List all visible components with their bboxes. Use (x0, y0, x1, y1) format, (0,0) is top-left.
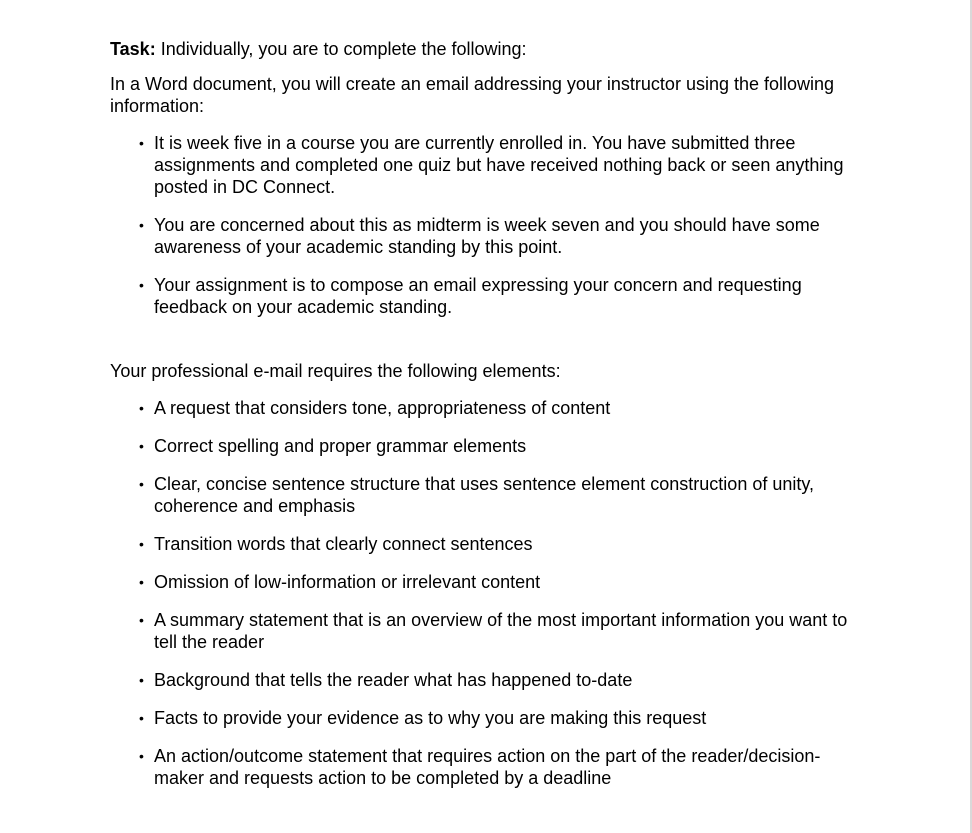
list-item-text: A request that considers tone, appropriateness of content (154, 398, 611, 418)
list-item-text: Clear, concise sentence structure that uses sentence element construction of unity, coherence and emphasis (154, 474, 815, 516)
list-item-text: A summary statement that is an overview of the most important information you want to tell the reader (154, 610, 848, 652)
list-item (110, 274, 855, 318)
list-item-text: Your assignment is to compose an email expressing your concern and requesting feedback on your academic standing. (154, 275, 802, 317)
bullet-icon: • (139, 135, 144, 151)
bullet-icon: • (139, 672, 144, 688)
list-item-text: It is week five in a course you are currently enrolled in. You have submitted three assignments and completed one quiz but have received nothing back or seen anything posted in DC Connect. (154, 133, 844, 197)
bullet-icon: • (139, 277, 144, 293)
list-item (110, 397, 855, 419)
list-item-text: Facts to provide your evidence as to why you are making this request (154, 708, 707, 728)
bullet-icon: • (139, 710, 144, 726)
list-item-text: You are concerned about this as midterm is week seven and you should have some awareness of your academic standing by this point. (154, 215, 820, 257)
list-item (110, 435, 855, 457)
task-line (110, 38, 855, 60)
list-item (110, 214, 855, 258)
list-item-text: Omission of low-information or irrelevant content (154, 572, 541, 592)
list-item (110, 132, 855, 198)
list-item (110, 533, 855, 555)
list-item (110, 745, 855, 789)
bullet-icon: • (139, 612, 144, 628)
list-item (110, 707, 855, 729)
elements-list (110, 397, 855, 789)
bullet-icon: • (139, 748, 144, 764)
task-label: Task: (110, 39, 156, 59)
elements-heading: Your professional e-mail requires the following elements: (110, 361, 561, 381)
bullet-icon: • (139, 536, 144, 552)
bullet-icon: • (139, 438, 144, 454)
task-text: Individually, you are to complete the following: (155, 39, 527, 59)
bullet-icon: • (139, 217, 144, 233)
list-item-text: Correct spelling and proper grammar elements (154, 436, 527, 456)
list-item (110, 473, 855, 517)
bullet-icon: • (139, 476, 144, 492)
scenario-list (110, 132, 855, 318)
document-page (110, 38, 855, 805)
intro-paragraph: In a Word document, you will create an email addressing your instructor using the following information: (110, 74, 835, 116)
list-item-text: An action/outcome statement that requires action on the part of the reader/decision-maker and requests action to be completed by a deadline (154, 746, 821, 788)
list-item-text: Background that tells the reader what has happened to-date (154, 670, 633, 690)
list-item-text: Transition words that clearly connect sentences (154, 534, 533, 554)
list-item (110, 669, 855, 691)
bullet-icon: • (139, 400, 144, 416)
bullet-icon: • (139, 574, 144, 590)
list-item (110, 571, 855, 593)
list-item (110, 609, 855, 653)
